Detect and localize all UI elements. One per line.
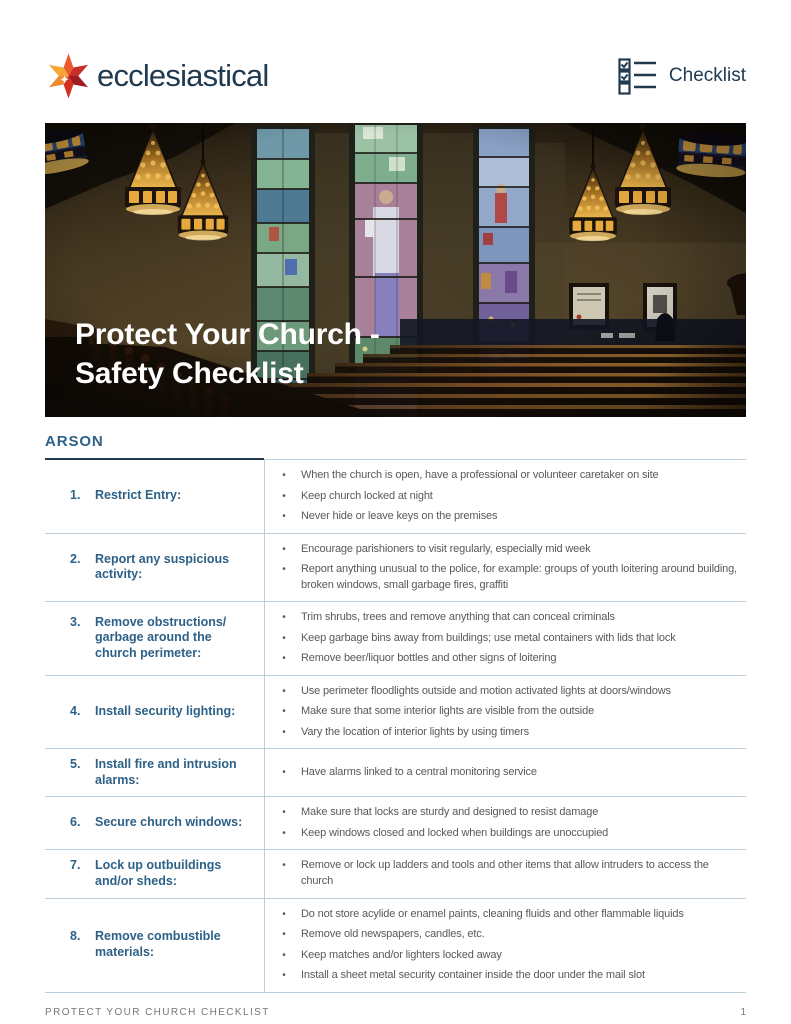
bullet-text: Have alarms linked to a central monitoring service [301, 765, 537, 778]
bullet-text: Keep windows closed and locked when buildings are unoccupied [301, 826, 609, 839]
checklist-row-6 [45, 796, 746, 849]
checklist-row-8 [45, 898, 746, 992]
bullet-item [279, 704, 740, 720]
footer-title: PROTECT YOUR CHURCH CHECKLIST [45, 1006, 270, 1018]
header [45, 0, 746, 102]
bullet-dot-icon: • [282, 807, 286, 819]
bullet-dot-icon: • [282, 564, 286, 575]
checklist-row-1 [45, 460, 746, 533]
row-label: Remove combustible materials: [95, 929, 221, 959]
bullet-dot-icon: • [282, 949, 286, 961]
row-number: 7. [70, 858, 81, 873]
bullet-dot-icon: • [282, 706, 286, 717]
checklist-row-7 [45, 849, 746, 897]
brand-logo [45, 51, 268, 101]
bullet-item [279, 684, 740, 700]
bullet-dot-icon: • [282, 653, 286, 664]
checklist-label: Checklist [668, 65, 746, 86]
bullet-text: Vary the location of interior lights by using timers [301, 725, 529, 738]
row-label: Install security lighting: [95, 703, 236, 718]
row-label: Lock up outbuildings and/or sheds: [95, 858, 222, 888]
bullet-text: Encourage parishioners to visit regularly, especially mid week [301, 542, 591, 555]
bullet-text: Remove beer/liquor bottles and other signs of loitering [301, 652, 557, 664]
bullet-dot-icon: • [282, 543, 286, 555]
bullet-item [279, 805, 740, 821]
bullet-item [279, 927, 740, 943]
bullet-text: When the church is open, have a professional or volunteer caretaker on site [301, 469, 659, 481]
brand-wordmark: ecclesiastical [97, 58, 269, 93]
row-label: Remove obstructions/ garbage around the church perimeter: [95, 614, 227, 661]
bullet-text: Never hide or leave keys on the premises [301, 510, 498, 522]
bullet-item [279, 826, 740, 842]
hero-title-line-2: Safety Checklist [75, 357, 304, 390]
bullet-item [279, 651, 740, 667]
bullet-dot-icon: • [282, 726, 286, 738]
bullet-list [264, 460, 746, 533]
bullet-item [279, 631, 740, 647]
page-number: 1 [740, 1006, 746, 1018]
bullet-item [279, 468, 740, 484]
bullet-dot-icon: • [282, 632, 286, 644]
hero-title [75, 315, 380, 393]
row-label: Restrict Entry: [95, 488, 182, 503]
bullet-list [264, 749, 746, 796]
row-label: Secure church windows: [95, 815, 243, 830]
bullet-dot-icon: • [282, 929, 286, 940]
bullet-list [264, 797, 746, 849]
bullet-text: Make sure that some interior lights are visible from the outside [301, 705, 595, 717]
bullet-item [279, 948, 740, 964]
row-label: Install fire and intrusion alarms: [95, 757, 237, 787]
row-number: 4. [70, 703, 81, 718]
bullet-dot-icon: • [282, 490, 286, 502]
bullet-text: Trim shrubs, trees and remove anything that can conceal criminals [301, 611, 615, 623]
row-number: 5. [70, 757, 81, 771]
bullet-dot-icon: • [282, 511, 286, 522]
bullet-list [264, 676, 746, 749]
bullet-item [279, 858, 740, 889]
bullet-text: Keep garbage bins away from buildings; use metal containers with lids that lock [301, 631, 676, 644]
bullet-text: Keep matches and/or lighters locked away [301, 948, 502, 961]
row-number: 3. [70, 614, 81, 629]
bullet-list [264, 602, 746, 675]
bullet-dot-icon: • [282, 970, 286, 981]
row-label: Report any suspicious activity: [95, 551, 230, 582]
checklist-badge [618, 58, 746, 95]
bullet-text: Use perimeter floodlights outside and motion activated lights at doors/windows [301, 684, 671, 697]
bullet-item [279, 509, 740, 525]
bullet-item [279, 489, 740, 505]
bullet-dot-icon: • [282, 827, 286, 839]
checklist-row-3 [45, 601, 746, 675]
section-heading-arson: ARSON [45, 433, 104, 450]
bullet-item [279, 968, 740, 984]
bullet-item [279, 725, 740, 741]
star-burst-icon [45, 51, 92, 101]
bullet-text: Remove or lock up ladders and tools and other items that allow intruders to access the church [301, 859, 709, 887]
bullet-text: Make sure that locks are sturdy and designed to resist damage [301, 806, 599, 819]
bullet-dot-icon: • [282, 685, 286, 697]
bullet-item [279, 562, 740, 593]
bullet-dot-icon: • [282, 612, 286, 623]
bullet-item [279, 765, 740, 781]
row-number: 2. [70, 551, 81, 566]
bullet-text: Keep church locked at night [301, 489, 433, 502]
bullet-item [279, 907, 740, 923]
row-number: 8. [70, 929, 81, 944]
bullet-dot-icon: • [282, 908, 286, 920]
bullet-text: Remove old newspapers, candles, etc. [301, 928, 485, 940]
row-number: 1. [70, 488, 81, 503]
bullet-list [264, 899, 746, 992]
bullet-dot-icon: • [282, 860, 286, 872]
checklist-row-5 [45, 748, 746, 796]
bullet-list [264, 850, 746, 897]
bullet-text: Report anything unusual to the police, for example: groups of youth loitering around building, broken windows, small garbage fires, graffiti [301, 563, 737, 591]
bullet-dot-icon: • [282, 470, 286, 481]
bullet-list [264, 534, 746, 602]
bullet-text: Install a sheet metal security container inside the door under the mail slot [301, 969, 645, 981]
bullet-text: Do not store acylide or enamel paints, cleaning fluids and other flammable liquids [301, 907, 684, 920]
bullet-item [279, 610, 740, 626]
bullet-dot-icon: • [282, 766, 286, 778]
hero-title-line-1: Protect Your Church - [75, 318, 380, 351]
hero-banner [45, 123, 746, 417]
checklist-row-4 [45, 675, 746, 749]
checklist-table [45, 460, 746, 993]
bullet-item [279, 542, 740, 558]
row-number: 6. [70, 815, 81, 830]
checklist-row-2 [45, 533, 746, 602]
footer [45, 1007, 746, 1018]
checklist-icon [618, 58, 658, 95]
